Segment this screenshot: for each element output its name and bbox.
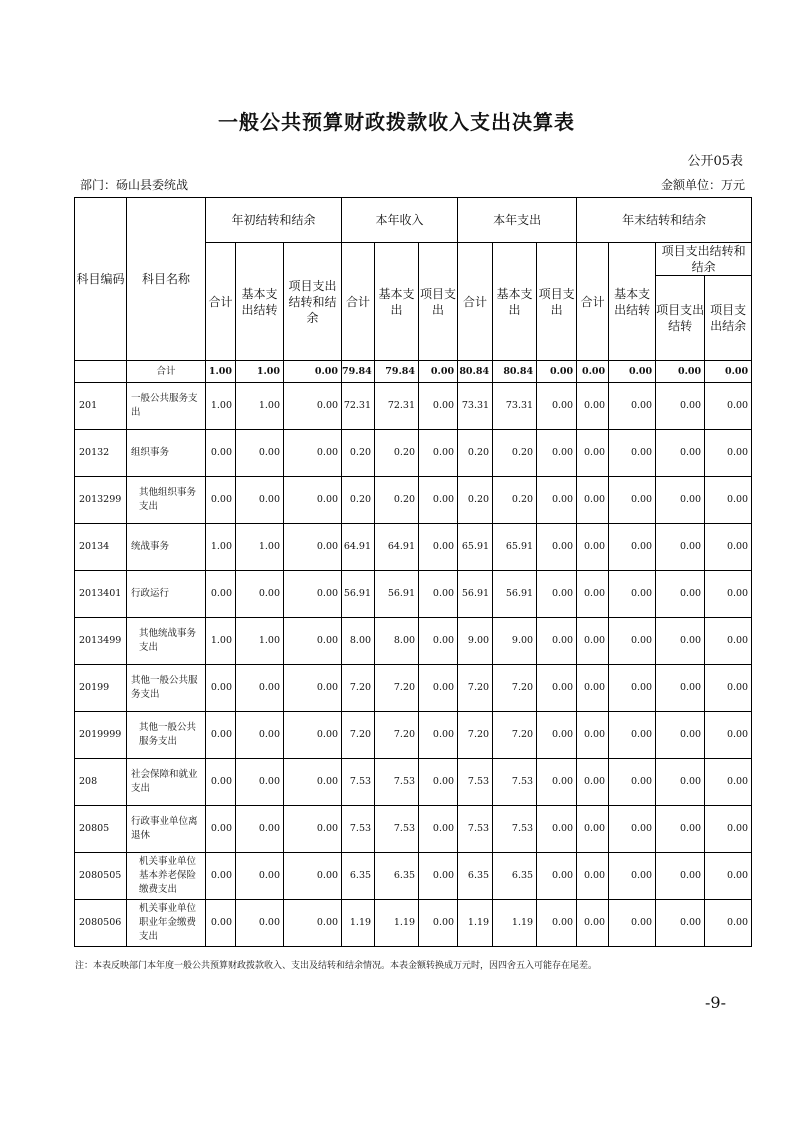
total-value-cell: 1.00 [206, 361, 236, 383]
row-value-cell: 0.00 [705, 900, 752, 947]
total-value-cell: 80.84 [493, 361, 537, 383]
row-value-cell: 7.20 [375, 665, 419, 712]
total-row [75, 361, 752, 383]
row-value-cell: 9.00 [458, 618, 493, 665]
row-value-cell: 0.00 [537, 759, 577, 806]
row-value-cell: 0.00 [419, 806, 458, 853]
header-expense-basic: 基本支出 [493, 243, 537, 361]
row-value-cell: 0.00 [419, 477, 458, 524]
row-code: 2080506 [75, 900, 127, 947]
row-value-cell: 6.35 [375, 853, 419, 900]
row-value-cell: 7.20 [493, 665, 537, 712]
table-row [75, 618, 752, 665]
header-begin-project-transfer-balance: 项目支出结转和结余 [284, 243, 342, 361]
row-name: 一般公共服务支出 [127, 383, 206, 430]
total-value-cell: 0.00 [656, 361, 705, 383]
table-row [75, 900, 752, 947]
row-value-cell: 0.00 [609, 618, 656, 665]
table-row [75, 665, 752, 712]
row-value-cell: 0.00 [609, 383, 656, 430]
row-value-cell: 72.31 [342, 383, 375, 430]
row-value-cell: 7.53 [458, 759, 493, 806]
row-value-cell: 1.00 [206, 524, 236, 571]
header-income-project: 项目支出 [419, 243, 458, 361]
header-end-project-balance: 项目支出结余 [705, 276, 752, 361]
row-value-cell: 0.00 [537, 430, 577, 477]
row-value-cell: 1.19 [458, 900, 493, 947]
row-name: 其他统战事务支出 [127, 618, 206, 665]
row-value-cell: 0.00 [284, 900, 342, 947]
row-value-cell: 0.20 [375, 430, 419, 477]
row-value-cell: 0.00 [206, 430, 236, 477]
row-value-cell: 0.00 [284, 430, 342, 477]
table-row [75, 759, 752, 806]
row-value-cell: 6.35 [342, 853, 375, 900]
row-value-cell: 1.19 [342, 900, 375, 947]
row-value-cell: 0.20 [458, 477, 493, 524]
row-name: 行政事业单位离退休 [127, 806, 206, 853]
header-begin-total: 合计 [206, 243, 236, 361]
row-value-cell: 0.00 [609, 853, 656, 900]
total-value-cell: 0.00 [284, 361, 342, 383]
row-value-cell: 0.00 [419, 618, 458, 665]
row-value-cell: 0.00 [284, 477, 342, 524]
row-value-cell: 0.00 [656, 712, 705, 759]
table-row [75, 430, 752, 477]
row-value-cell: 7.20 [458, 712, 493, 759]
row-value-cell: 0.00 [419, 853, 458, 900]
row-value-cell: 0.00 [656, 618, 705, 665]
row-name: 行政运行 [127, 571, 206, 618]
row-value-cell: 7.20 [342, 712, 375, 759]
total-value-cell: 80.84 [458, 361, 493, 383]
row-value-cell: 9.00 [493, 618, 537, 665]
row-value-cell: 65.91 [493, 524, 537, 571]
row-value-cell: 0.00 [284, 383, 342, 430]
row-code: 20134 [75, 524, 127, 571]
row-value-cell: 0.00 [419, 712, 458, 759]
row-value-cell: 0.00 [236, 477, 284, 524]
row-value-cell: 0.00 [705, 477, 752, 524]
row-value-cell: 0.00 [537, 665, 577, 712]
row-value-cell: 0.00 [577, 477, 609, 524]
row-value-cell: 1.00 [206, 383, 236, 430]
row-value-cell: 73.31 [493, 383, 537, 430]
row-value-cell: 0.00 [705, 383, 752, 430]
row-value-cell: 0.00 [656, 665, 705, 712]
row-value-cell: 8.00 [375, 618, 419, 665]
row-value-cell: 0.00 [419, 571, 458, 618]
row-code: 2013401 [75, 571, 127, 618]
row-value-cell: 73.31 [458, 383, 493, 430]
row-value-cell: 7.53 [458, 806, 493, 853]
row-code: 20132 [75, 430, 127, 477]
row-value-cell: 7.20 [458, 665, 493, 712]
row-value-cell: 0.00 [419, 524, 458, 571]
row-value-cell: 0.00 [609, 477, 656, 524]
row-value-cell: 0.00 [236, 571, 284, 618]
row-value-cell: 56.91 [342, 571, 375, 618]
row-value-cell: 72.31 [375, 383, 419, 430]
row-value-cell: 1.00 [206, 618, 236, 665]
row-code: 2080505 [75, 853, 127, 900]
row-value-cell: 0.00 [284, 571, 342, 618]
row-value-cell: 0.00 [419, 665, 458, 712]
row-value-cell: 7.53 [342, 759, 375, 806]
table-row [75, 524, 752, 571]
row-value-cell: 0.00 [537, 712, 577, 759]
row-value-cell: 0.00 [537, 853, 577, 900]
row-value-cell: 0.00 [705, 524, 752, 571]
row-value-cell: 0.00 [206, 665, 236, 712]
budget-table [74, 197, 752, 947]
row-value-cell: 1.19 [493, 900, 537, 947]
row-value-cell: 0.20 [493, 477, 537, 524]
table-row [75, 712, 752, 759]
row-value-cell: 0.00 [577, 618, 609, 665]
row-value-cell: 0.00 [609, 430, 656, 477]
row-value-cell: 0.00 [705, 853, 752, 900]
row-code: 20199 [75, 665, 127, 712]
row-value-cell: 7.53 [493, 759, 537, 806]
header-income-total: 合计 [342, 243, 375, 361]
row-value-cell: 0.00 [537, 383, 577, 430]
form-number: 公开05表 [687, 154, 743, 169]
row-value-cell: 0.00 [609, 524, 656, 571]
total-value-cell: 0.00 [537, 361, 577, 383]
row-value-cell: 0.00 [656, 430, 705, 477]
row-value-cell: 0.00 [236, 430, 284, 477]
row-value-cell: 7.53 [375, 806, 419, 853]
row-value-cell: 0.00 [577, 900, 609, 947]
row-value-cell: 0.00 [206, 759, 236, 806]
row-value-cell: 1.00 [236, 618, 284, 665]
row-value-cell: 0.00 [537, 524, 577, 571]
row-value-cell: 0.00 [609, 571, 656, 618]
row-value-cell: 56.91 [493, 571, 537, 618]
row-value-cell: 0.00 [705, 759, 752, 806]
row-value-cell: 8.00 [342, 618, 375, 665]
row-value-cell: 1.00 [236, 383, 284, 430]
row-value-cell: 0.00 [656, 900, 705, 947]
row-value-cell: 0.00 [236, 665, 284, 712]
row-value-cell: 7.20 [375, 712, 419, 759]
row-value-cell: 0.00 [236, 759, 284, 806]
row-value-cell: 56.91 [375, 571, 419, 618]
row-value-cell: 65.91 [458, 524, 493, 571]
row-value-cell: 64.91 [342, 524, 375, 571]
page-number: -9- [705, 993, 726, 1012]
table-row [75, 477, 752, 524]
header-end-total: 合计 [577, 243, 609, 361]
row-value-cell: 0.00 [656, 759, 705, 806]
row-value-cell: 0.20 [342, 477, 375, 524]
header-expense-total: 合计 [458, 243, 493, 361]
header-group-begin: 年初结转和结余 [206, 198, 342, 243]
table-row [75, 806, 752, 853]
row-value-cell: 0.00 [206, 806, 236, 853]
department-label: 部门：砀山县委统战 [80, 178, 189, 192]
row-value-cell: 7.53 [342, 806, 375, 853]
header-income-basic: 基本支出 [375, 243, 419, 361]
row-name: 社会保障和就业支出 [127, 759, 206, 806]
header-end-project-group: 项目支出结转和结余 [656, 243, 752, 276]
row-value-cell: 0.00 [609, 806, 656, 853]
row-value-cell: 0.00 [577, 853, 609, 900]
row-value-cell: 0.00 [206, 477, 236, 524]
row-value-cell: 0.00 [284, 806, 342, 853]
row-value-cell: 0.00 [284, 712, 342, 759]
header-group-end: 年末结转和结余 [577, 198, 752, 243]
row-value-cell: 0.00 [705, 806, 752, 853]
header-begin-basic-transfer: 基本支出结转 [236, 243, 284, 361]
total-label: 合计 [127, 361, 206, 383]
row-code: 208 [75, 759, 127, 806]
row-value-cell: 0.00 [577, 712, 609, 759]
row-value-cell: 0.00 [577, 524, 609, 571]
row-value-cell: 0.00 [236, 712, 284, 759]
row-value-cell: 0.00 [419, 383, 458, 430]
row-value-cell: 0.00 [284, 524, 342, 571]
total-value-cell: 0.00 [609, 361, 656, 383]
row-value-cell: 0.00 [577, 665, 609, 712]
row-value-cell: 0.00 [705, 571, 752, 618]
row-value-cell: 0.20 [458, 430, 493, 477]
row-value-cell: 7.53 [493, 806, 537, 853]
row-value-cell: 0.00 [236, 853, 284, 900]
row-value-cell: 0.00 [206, 853, 236, 900]
table-note: 注：本表反映部门本年度一般公共预算财政拨款收入、支出及结转和结余情况。本表金额转换成万元时，因四舍五入可能存在尾差。 [75, 961, 598, 971]
row-value-cell: 0.00 [206, 712, 236, 759]
row-value-cell: 0.00 [705, 430, 752, 477]
row-value-cell: 0.00 [284, 618, 342, 665]
row-value-cell: 0.00 [656, 524, 705, 571]
row-value-cell: 0.00 [609, 712, 656, 759]
row-value-cell: 0.00 [577, 571, 609, 618]
row-value-cell: 1.00 [236, 524, 284, 571]
row-value-cell: 0.00 [577, 430, 609, 477]
row-value-cell: 7.53 [375, 759, 419, 806]
row-value-cell: 1.19 [375, 900, 419, 947]
row-value-cell: 0.00 [206, 571, 236, 618]
row-value-cell: 0.00 [419, 759, 458, 806]
row-value-cell: 0.00 [609, 759, 656, 806]
total-value-cell: 0.00 [705, 361, 752, 383]
row-value-cell: 0.00 [577, 806, 609, 853]
row-value-cell: 0.20 [342, 430, 375, 477]
row-value-cell: 0.00 [537, 900, 577, 947]
row-value-cell: 0.00 [537, 477, 577, 524]
row-value-cell: 0.00 [609, 900, 656, 947]
row-value-cell: 0.00 [577, 383, 609, 430]
row-value-cell: 0.20 [375, 477, 419, 524]
header-end-project-transfer: 项目支出结转 [656, 276, 705, 361]
row-name: 其他一般公共服务支出 [127, 712, 206, 759]
total-value-cell: 79.84 [375, 361, 419, 383]
row-name: 统战事务 [127, 524, 206, 571]
header-end-basic-transfer: 基本支出结转 [609, 243, 656, 361]
row-value-cell: 64.91 [375, 524, 419, 571]
row-value-cell: 0.00 [656, 853, 705, 900]
row-value-cell: 0.00 [284, 759, 342, 806]
row-name: 机关事业单位基本养老保险缴费支出 [127, 853, 206, 900]
total-value-cell: 0.00 [419, 361, 458, 383]
row-value-cell: 0.00 [236, 900, 284, 947]
table-row [75, 853, 752, 900]
row-value-cell: 0.00 [537, 618, 577, 665]
header-code: 科目编码 [75, 198, 127, 361]
header-expense-project: 项目支出 [537, 243, 577, 361]
row-value-cell: 6.35 [493, 853, 537, 900]
row-value-cell: 0.00 [206, 900, 236, 947]
page-title: 一般公共预算财政拨款收入支出决算表 [218, 110, 575, 134]
row-code: 2019999 [75, 712, 127, 759]
row-code: 2013299 [75, 477, 127, 524]
row-value-cell: 7.20 [342, 665, 375, 712]
row-value-cell: 0.00 [419, 430, 458, 477]
row-value-cell: 6.35 [458, 853, 493, 900]
row-value-cell: 0.00 [537, 806, 577, 853]
header-name: 科目名称 [127, 198, 206, 361]
row-value-cell: 56.91 [458, 571, 493, 618]
row-value-cell: 0.00 [577, 759, 609, 806]
header-group-expense: 本年支出 [458, 198, 577, 243]
total-value-cell: 1.00 [236, 361, 284, 383]
row-name: 组织事务 [127, 430, 206, 477]
row-code: 20805 [75, 806, 127, 853]
row-code: 201 [75, 383, 127, 430]
row-value-cell: 0.00 [656, 383, 705, 430]
total-value-cell: 0.00 [577, 361, 609, 383]
row-value-cell: 0.00 [236, 806, 284, 853]
row-value-cell: 0.00 [284, 853, 342, 900]
total-value-cell: 79.84 [342, 361, 375, 383]
row-name: 机关事业单位职业年金缴费支出 [127, 900, 206, 947]
row-value-cell: 0.00 [656, 571, 705, 618]
row-name: 其他一般公共服务支出 [127, 665, 206, 712]
header-group-income: 本年收入 [342, 198, 458, 243]
row-value-cell: 0.00 [284, 665, 342, 712]
row-value-cell: 0.20 [493, 430, 537, 477]
table-body [75, 361, 752, 947]
row-value-cell: 0.00 [705, 618, 752, 665]
row-value-cell: 0.00 [656, 806, 705, 853]
row-name: 其他组织事务支出 [127, 477, 206, 524]
unit-label: 金额单位：万元 [660, 178, 745, 192]
total-code-cell [75, 361, 127, 383]
row-value-cell: 0.00 [609, 665, 656, 712]
row-value-cell: 0.00 [419, 900, 458, 947]
row-value-cell: 0.00 [705, 665, 752, 712]
row-value-cell: 0.00 [537, 571, 577, 618]
table-row [75, 571, 752, 618]
row-value-cell: 0.00 [705, 712, 752, 759]
table-row [75, 383, 752, 430]
row-value-cell: 0.00 [656, 477, 705, 524]
row-value-cell: 7.20 [493, 712, 537, 759]
row-code: 2013499 [75, 618, 127, 665]
